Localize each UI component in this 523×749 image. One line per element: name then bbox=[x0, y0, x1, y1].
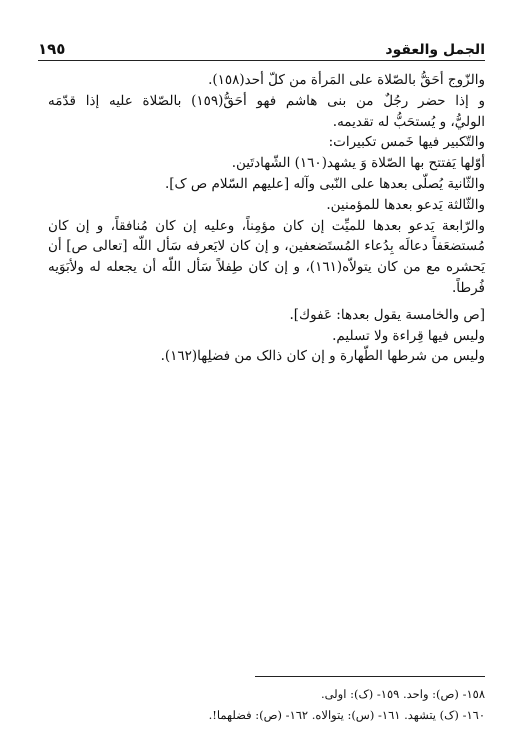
footnote-rule bbox=[255, 676, 485, 677]
text-line: الوليُّ، و يُستحَبُّ له تقديمه. bbox=[332, 113, 485, 130]
running-title: الجمل والعقود bbox=[385, 42, 485, 58]
text-line: أوّلها يَفتتح بها الصّلاة وَ يشهد(١٦٠) الشّهادتَين. bbox=[231, 155, 485, 172]
main-text bbox=[48, 70, 485, 367]
text-line: والرّابعة يَدعو بعدها للميِّت إن كان مؤمِناً، وعليه إن كان مُنافقاً، و إن كان bbox=[48, 217, 485, 234]
text-line: يَحشره مع من كان يتولاّه(١٦١)، و إن كان طِفلاً سَأل اللّه أن يجعله له ولأبَوَيه bbox=[48, 259, 485, 276]
footnotes bbox=[80, 684, 485, 726]
text-line: مُستضعَفاً دعالَه بِدُعاء المُستَضعفين، و إن كان لايَعرفه سَأل اللّه [تعالى ص] أن bbox=[48, 238, 485, 255]
page-number: ١٩٥ bbox=[38, 40, 66, 58]
text-line: والزّوج أحَقُّ بالصّلاة على المَرأة من كلّ أحد(١٥٨). bbox=[208, 72, 485, 88]
footnote-line: ١٥٨- (ص): واحد. ١٥٩- (ک): اولى. bbox=[320, 687, 485, 701]
text-line: [ص والخامسة يقول بعدها: عَفوك]. bbox=[289, 306, 485, 323]
text-line: والتّكبير فيها خَمس تكبيرات: bbox=[328, 134, 485, 151]
header-rule bbox=[38, 60, 485, 61]
text-line: وليس فيها قِراءة ولا تسليم. bbox=[332, 327, 485, 344]
text-line: وليس من شرطها الطّهارة و إن كان ذالک من فضلِها(١٦٢). bbox=[160, 348, 485, 365]
text-line: والثّانية يُصلّى بعدها على النّبى وآله [عليهم السّلام ص ک]. bbox=[164, 175, 485, 192]
text-line: و إذا حضر رجُلٌ من بنى هاشم فهو أحَقُّ(١٥٩) بالصّلاة عليه إذا قدّمَه bbox=[48, 92, 486, 109]
running-head bbox=[38, 34, 485, 58]
footnote-line: ١٦٠- (ک) يتشهد. ١٦١- (س): يتوالاه. ١٦٢- (ص): فضلهما!. bbox=[208, 708, 485, 722]
text-line: والثّالثة يَدعو بعدها للمؤمنين. bbox=[326, 196, 485, 213]
text-line: فُرطاً. bbox=[451, 279, 485, 296]
